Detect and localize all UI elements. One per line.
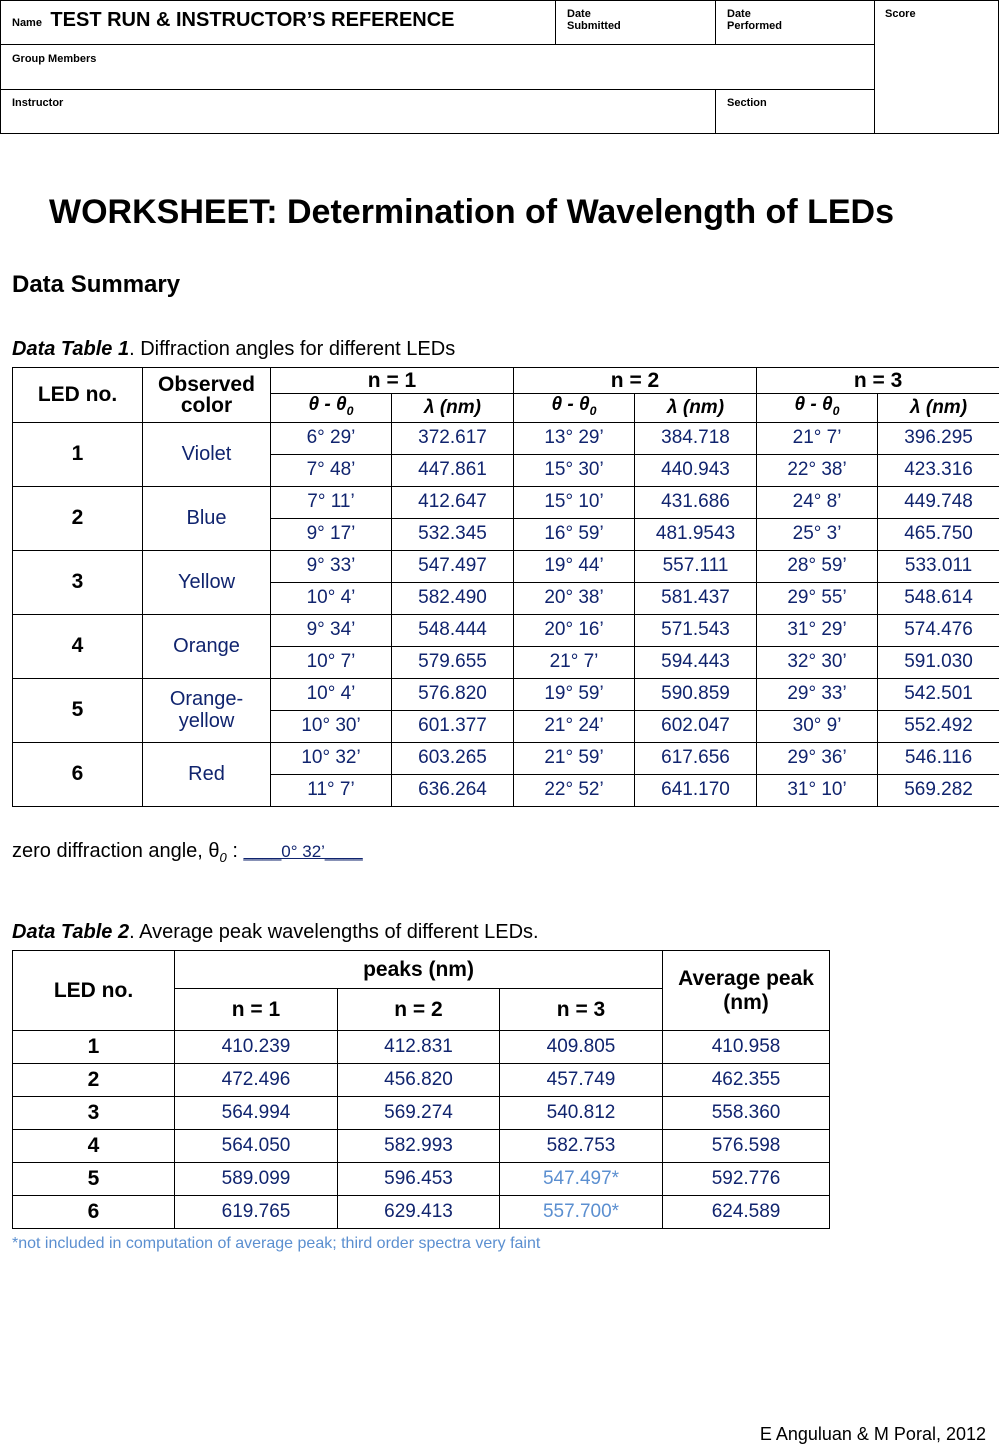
peak-cell: 457.749 (500, 1064, 663, 1097)
angle-cell: 7° 48’ (271, 454, 392, 486)
subheader-lambda: λ (nm) (392, 394, 514, 423)
angle-cell: 10° 30’ (271, 710, 392, 742)
angle-cell: 10° 4’ (271, 582, 392, 614)
average-peak-cell: 462.355 (663, 1064, 830, 1097)
score-cell (874, 0, 999, 134)
table-row (13, 1196, 830, 1229)
peak-cell: 564.994 (175, 1097, 338, 1130)
led-number: 4 (13, 614, 143, 678)
t2-header-average: Average peak (nm) (663, 951, 830, 1031)
name-label: Name (12, 17, 42, 29)
peak-cell: 629.413 (338, 1196, 500, 1229)
t2-header-n3: n = 3 (500, 989, 663, 1031)
average-peak-cell: 624.589 (663, 1196, 830, 1229)
wavelength-cell: 447.861 (392, 454, 514, 486)
subheader-theta-text: θ - θ (308, 394, 347, 415)
peak-cell: 412.831 (338, 1031, 500, 1064)
angle-cell: 15° 30’ (514, 454, 635, 486)
angle-cell: 21° 7’ (757, 422, 878, 454)
footnote: *not included in computation of average peak; third order spectra very faint (12, 1235, 541, 1252)
peak-cell: 472.496 (175, 1064, 338, 1097)
angle-cell: 28° 59’ (757, 550, 878, 582)
peak-cell: 540.812 (500, 1097, 663, 1130)
led-number: 1 (13, 422, 143, 486)
observed-color: Yellow (143, 550, 271, 614)
wavelength-cell: 552.492 (878, 710, 999, 742)
wavelength-cell: 569.282 (878, 774, 999, 806)
zero-angle-value: ____0° 32’____ (243, 842, 363, 861)
observed-color: Blue (143, 486, 271, 550)
peak-cell: 596.453 (338, 1163, 500, 1196)
subheader-theta-sub: 0 (589, 403, 597, 418)
table1-caption-text: . Diffraction angles for different LEDs (129, 338, 456, 360)
peak-cell: 410.239 (175, 1031, 338, 1064)
angle-cell: 9° 17’ (271, 518, 392, 550)
wavelength-cell: 641.170 (635, 774, 757, 806)
section-cell (715, 89, 875, 134)
zero-angle-line (12, 840, 363, 865)
header-observed-color: Observed color (143, 368, 271, 423)
angle-cell: 7° 11’ (271, 486, 392, 518)
table-row (13, 550, 999, 582)
wavelength-cell: 574.476 (878, 614, 999, 646)
angle-cell: 22° 52’ (514, 774, 635, 806)
angle-cell: 20° 38’ (514, 582, 635, 614)
angle-cell: 25° 3’ (757, 518, 878, 550)
wavelength-cell: 603.265 (392, 742, 514, 774)
t2-header-n1: n = 1 (175, 989, 338, 1031)
peak-cell: 547.497* (500, 1163, 663, 1196)
table2-caption (12, 921, 539, 944)
led-number: 3 (13, 1097, 175, 1130)
wavelength-cell: 465.750 (878, 518, 999, 550)
led-number: 5 (13, 678, 143, 742)
header-box (0, 0, 999, 134)
average-peak-cell: 558.360 (663, 1097, 830, 1130)
table-row (13, 1031, 830, 1064)
group-members-cell (0, 44, 875, 90)
table1-body (13, 422, 999, 806)
section-heading: Data Summary (12, 271, 181, 298)
table1-caption (12, 338, 455, 361)
t2-header-n2: n = 2 (338, 989, 500, 1031)
peak-cell: 557.700* (500, 1196, 663, 1229)
table-row (13, 742, 999, 774)
date-performed-cell (715, 0, 875, 45)
wavelength-cell: 431.686 (635, 486, 757, 518)
group-members-label: Group Members (12, 53, 97, 65)
led-number: 6 (13, 1196, 175, 1229)
wavelength-cell: 440.943 (635, 454, 757, 486)
section-label: Section (727, 97, 767, 109)
wavelength-cell: 594.443 (635, 646, 757, 678)
wavelength-cell: 372.617 (392, 422, 514, 454)
angle-cell: 9° 34’ (271, 614, 392, 646)
data-table-1 (12, 367, 999, 807)
wavelength-cell: 546.116 (878, 742, 999, 774)
angle-cell: 31° 10’ (757, 774, 878, 806)
date-performed-label: Date Performed (727, 8, 783, 32)
wavelength-cell: 396.295 (878, 422, 999, 454)
angle-cell: 30° 9’ (757, 710, 878, 742)
subheader-theta (271, 394, 392, 423)
peak-cell: 456.820 (338, 1064, 500, 1097)
angle-cell: 15° 10’ (514, 486, 635, 518)
t2-header-peaks: peaks (nm) (175, 951, 663, 989)
wavelength-cell: 449.748 (878, 486, 999, 518)
wavelength-cell: 590.859 (635, 678, 757, 710)
wavelength-cell: 579.655 (392, 646, 514, 678)
table-row (13, 614, 999, 646)
observed-color: Violet (143, 422, 271, 486)
led-number: 2 (13, 1064, 175, 1097)
angle-cell: 16° 59’ (514, 518, 635, 550)
angle-cell: 13° 29’ (514, 422, 635, 454)
wavelength-cell: 548.444 (392, 614, 514, 646)
angle-cell: 29° 55’ (757, 582, 878, 614)
angle-cell: 10° 7’ (271, 646, 392, 678)
subheader-theta (757, 394, 878, 423)
wavelength-cell: 533.011 (878, 550, 999, 582)
angle-cell: 29° 33’ (757, 678, 878, 710)
date-submitted-cell (555, 0, 716, 45)
table2-body (13, 1031, 830, 1229)
angle-cell: 21° 24’ (514, 710, 635, 742)
angle-cell: 21° 7’ (514, 646, 635, 678)
peak-cell: 589.099 (175, 1163, 338, 1196)
table-row (13, 1130, 830, 1163)
header-n2: n = 2 (514, 368, 757, 394)
t2-header-led-no: LED no. (13, 951, 175, 1031)
peak-cell: 582.753 (500, 1130, 663, 1163)
observed-color: Red (143, 742, 271, 806)
table2-caption-bold: Data Table 2 (12, 921, 130, 943)
table-row (13, 422, 999, 454)
table-row (13, 678, 999, 710)
data-table-2 (12, 950, 830, 1229)
angle-cell: 32° 30’ (757, 646, 878, 678)
angle-cell: 22° 38’ (757, 454, 878, 486)
wavelength-cell: 423.316 (878, 454, 999, 486)
angle-cell: 29° 36’ (757, 742, 878, 774)
peak-cell: 564.050 (175, 1130, 338, 1163)
led-number: 2 (13, 486, 143, 550)
subheader-lambda: λ (nm) (878, 394, 999, 423)
wavelength-cell: 412.647 (392, 486, 514, 518)
wavelength-cell: 481.9543 (635, 518, 757, 550)
wavelength-cell: 581.437 (635, 582, 757, 614)
table1-caption-bold: Data Table 1 (12, 338, 130, 360)
average-peak-cell: 410.958 (663, 1031, 830, 1064)
subheader-theta-sub: 0 (832, 403, 840, 418)
angle-cell: 20° 16’ (514, 614, 635, 646)
led-number: 6 (13, 742, 143, 806)
subheader-theta-text: θ - θ (551, 394, 590, 415)
peak-cell: 409.805 (500, 1031, 663, 1064)
peak-cell: 619.765 (175, 1196, 338, 1229)
wavelength-cell: 557.111 (635, 550, 757, 582)
wavelength-cell: 591.030 (878, 646, 999, 678)
angle-cell: 10° 4’ (271, 678, 392, 710)
header-n1: n = 1 (271, 368, 514, 394)
angle-cell: 11° 7’ (271, 774, 392, 806)
angle-cell: 19° 59’ (514, 678, 635, 710)
peak-cell: 582.993 (338, 1130, 500, 1163)
observed-color: Orange (143, 614, 271, 678)
table-row (13, 486, 999, 518)
wavelength-cell: 542.501 (878, 678, 999, 710)
zero-angle-label: zero diffraction angle, θ (12, 840, 220, 862)
wavelength-cell: 601.377 (392, 710, 514, 742)
wavelength-cell: 547.497 (392, 550, 514, 582)
header-led-no: LED no. (13, 368, 143, 423)
observed-color: Orange-yellow (143, 678, 271, 742)
wavelength-cell: 576.820 (392, 678, 514, 710)
led-number: 5 (13, 1163, 175, 1196)
average-peak-cell: 576.598 (663, 1130, 830, 1163)
subheader-lambda: λ (nm) (635, 394, 757, 423)
angle-cell: 9° 33’ (271, 550, 392, 582)
score-label: Score (885, 8, 916, 20)
angle-cell: 21° 59’ (514, 742, 635, 774)
subheader-theta (514, 394, 635, 423)
table-row (13, 1064, 830, 1097)
angle-cell: 24° 8’ (757, 486, 878, 518)
instructor-cell (0, 89, 716, 134)
wavelength-cell: 636.264 (392, 774, 514, 806)
subheader-theta-text: θ - θ (794, 394, 833, 415)
angle-cell: 31° 29’ (757, 614, 878, 646)
footer-credit: E Anguluan & M Poral, 2012 (759, 1424, 986, 1444)
angle-cell: 6° 29’ (271, 422, 392, 454)
led-number: 3 (13, 550, 143, 614)
wavelength-cell: 582.490 (392, 582, 514, 614)
zero-angle-colon: : (226, 840, 244, 862)
table2-caption-text: . Average peak wavelengths of different LEDs. (129, 921, 539, 943)
zero-angle-sub: 0 (219, 850, 227, 865)
wavelength-cell: 548.614 (878, 582, 999, 614)
instructor-label: Instructor (12, 97, 64, 109)
subheader-theta-sub: 0 (346, 403, 354, 418)
name-cell (0, 0, 556, 45)
wavelength-cell: 571.543 (635, 614, 757, 646)
date-submitted-label: Date Submitted (567, 8, 621, 32)
wavelength-cell: 384.718 (635, 422, 757, 454)
table-row (13, 1163, 830, 1196)
average-peak-cell: 592.776 (663, 1163, 830, 1196)
wavelength-cell: 617.656 (635, 742, 757, 774)
header-n3: n = 3 (757, 368, 999, 394)
name-value: TEST RUN & INSTRUCTOR’S REFERENCE (50, 9, 455, 31)
peak-cell: 569.274 (338, 1097, 500, 1130)
page-title: WORKSHEET: Determination of Wavelength of LEDs (49, 193, 895, 231)
led-number: 1 (13, 1031, 175, 1064)
wavelength-cell: 532.345 (392, 518, 514, 550)
angle-cell: 10° 32’ (271, 742, 392, 774)
wavelength-cell: 602.047 (635, 710, 757, 742)
led-number: 4 (13, 1130, 175, 1163)
table-row (13, 1097, 830, 1130)
angle-cell: 19° 44’ (514, 550, 635, 582)
